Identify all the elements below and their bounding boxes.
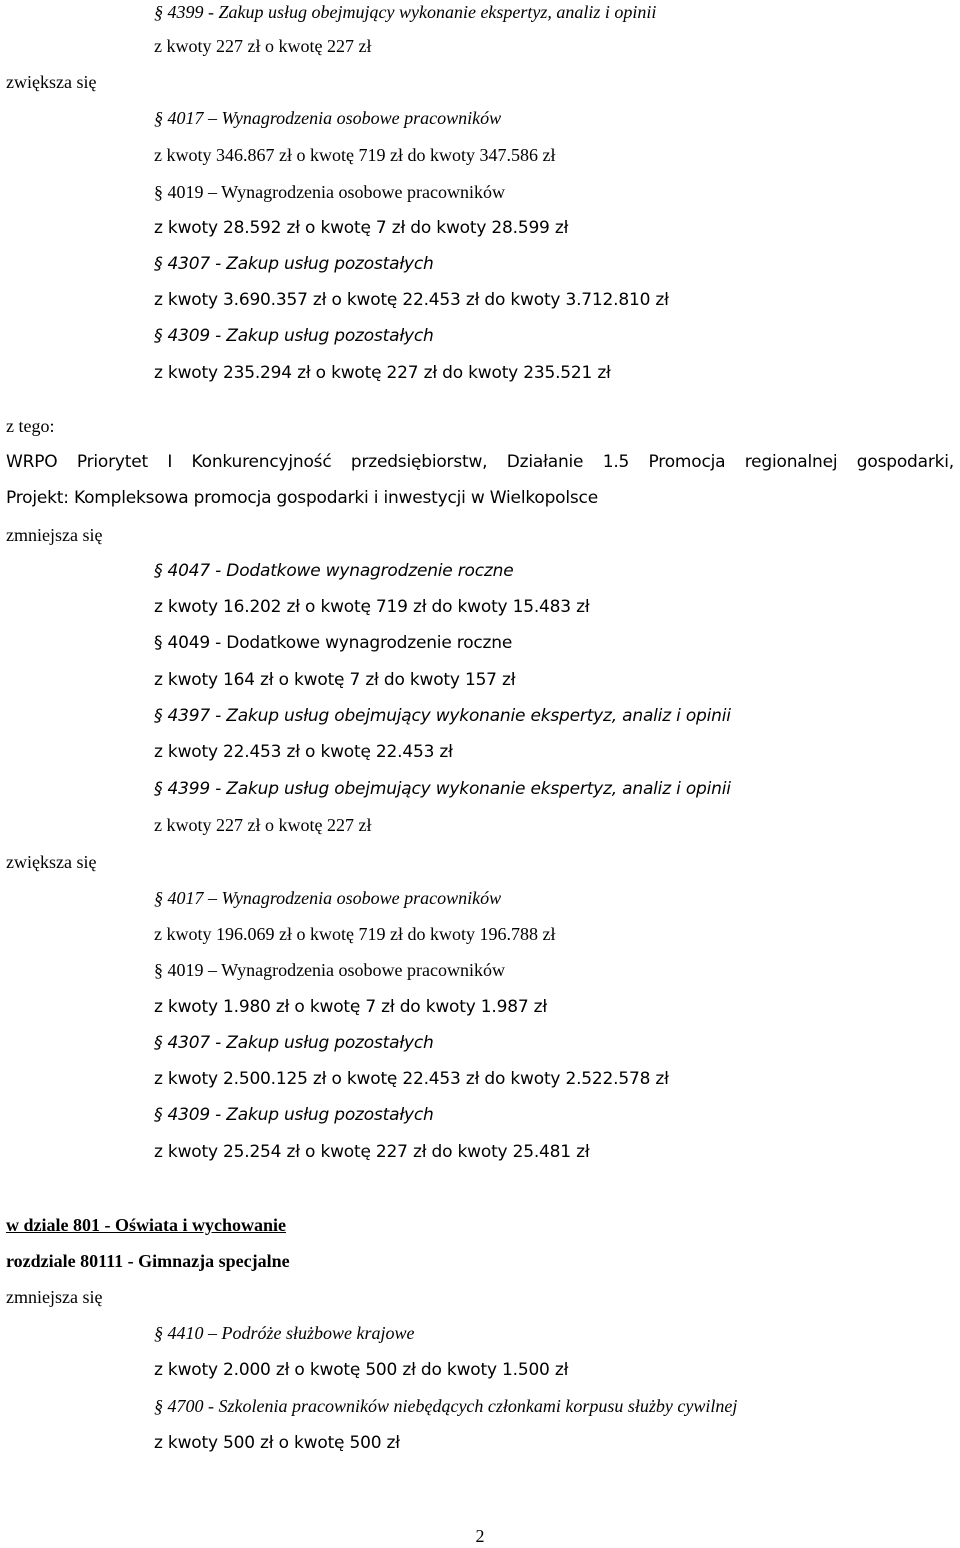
budget-item-line: § 4019 – Wynagrodzenia osobowe pracowników <box>154 182 505 202</box>
budget-item-line: § 4410 – Podróże służbowe krajowe <box>154 1323 415 1343</box>
amount-line: z kwoty 235.294 zł o kwotę 227 zł do kwoty 235.521 zł <box>154 363 611 383</box>
budget-item-line: § 4017 – Wynagrodzenia osobowe pracowników <box>154 108 502 128</box>
budget-item-line: § 4307 - Zakup usług pozostałych <box>154 1033 434 1053</box>
budget-item-line: § 4307 - Zakup usług pozostałych <box>154 254 434 274</box>
amount-line: z kwoty 2.000 zł o kwotę 500 zł do kwoty 1.500 zł <box>154 1360 569 1380</box>
change-label: zwiększa się <box>6 852 97 872</box>
chapter-heading: rozdziale 80111 - Gimnazja specjalne <box>6 1251 290 1271</box>
budget-item-line: § 4047 - Dodatkowe wynagrodzenie roczne <box>154 561 514 581</box>
section-heading: z tego: <box>6 416 55 436</box>
amount-line: z kwoty 1.980 zł o kwotę 7 zł do kwoty 1.987 zł <box>154 997 547 1017</box>
budget-item-line: § 4399 - Zakup usług obejmujący wykonanie ekspertyz, analiz i opinii <box>154 779 731 799</box>
budget-item-line: § 4309 - Zakup usług pozostałych <box>154 326 434 346</box>
program-line: WRPO Priorytet I Konkurencyjność przedsiębiorstw, Działanie 1.5 Promocja regionalnej gospodarki, <box>6 452 954 472</box>
amount-line: z kwoty 196.069 zł o kwotę 719 zł do kwoty 196.788 zł <box>154 924 556 944</box>
page-number: 2 <box>475 1526 485 1546</box>
amount-line: z kwoty 2.500.125 zł o kwotę 22.453 zł do kwoty 2.522.578 zł <box>154 1069 669 1089</box>
budget-item-line: § 4017 – Wynagrodzenia osobowe pracowników <box>154 888 502 908</box>
amount-line: z kwoty 227 zł o kwotę 227 zł <box>154 36 372 56</box>
department-heading: w dziale 801 - Oświata i wychowanie <box>6 1215 286 1235</box>
amount-line: z kwoty 25.254 zł o kwotę 227 zł do kwoty 25.481 zł <box>154 1142 590 1162</box>
amount-line: z kwoty 500 zł o kwotę 500 zł <box>154 1433 400 1453</box>
budget-item-line: § 4309 - Zakup usług pozostałych <box>154 1105 434 1125</box>
change-label: zwiększa się <box>6 72 97 92</box>
amount-line: z kwoty 227 zł o kwotę 227 zł <box>154 815 372 835</box>
change-label: zmniejsza się <box>6 525 103 545</box>
amount-line: z kwoty 22.453 zł o kwotę 22.453 zł <box>154 742 453 762</box>
budget-item-line: § 4049 - Dodatkowe wynagrodzenie roczne <box>154 633 513 653</box>
budget-item-line: § 4019 – Wynagrodzenia osobowe pracowników <box>154 960 505 980</box>
amount-line: z kwoty 3.690.357 zł o kwotę 22.453 zł do kwoty 3.712.810 zł <box>154 290 669 310</box>
change-label: zmniejsza się <box>6 1287 103 1307</box>
budget-item-line: § 4397 - Zakup usług obejmujący wykonanie ekspertyz, analiz i opinii <box>154 706 731 726</box>
amount-line: z kwoty 346.867 zł o kwotę 719 zł do kwoty 347.586 zł <box>154 145 556 165</box>
amount-line: z kwoty 28.592 zł o kwotę 7 zł do kwoty 28.599 zł <box>154 218 569 238</box>
budget-item-line: § 4700 - Szkolenia pracowników niebędących członkami korpusu służby cywilnej <box>154 1396 738 1416</box>
project-line: Projekt: Kompleksowa promocja gospodarki i inwestycji w Wielkopolsce <box>6 488 598 508</box>
amount-line: z kwoty 16.202 zł o kwotę 719 zł do kwoty 15.483 zł <box>154 597 590 617</box>
amount-line: z kwoty 164 zł o kwotę 7 zł do kwoty 157 zł <box>154 670 516 690</box>
budget-item-line: § 4399 - Zakup usług obejmujący wykonanie ekspertyz, analiz i opinii <box>154 2 657 22</box>
